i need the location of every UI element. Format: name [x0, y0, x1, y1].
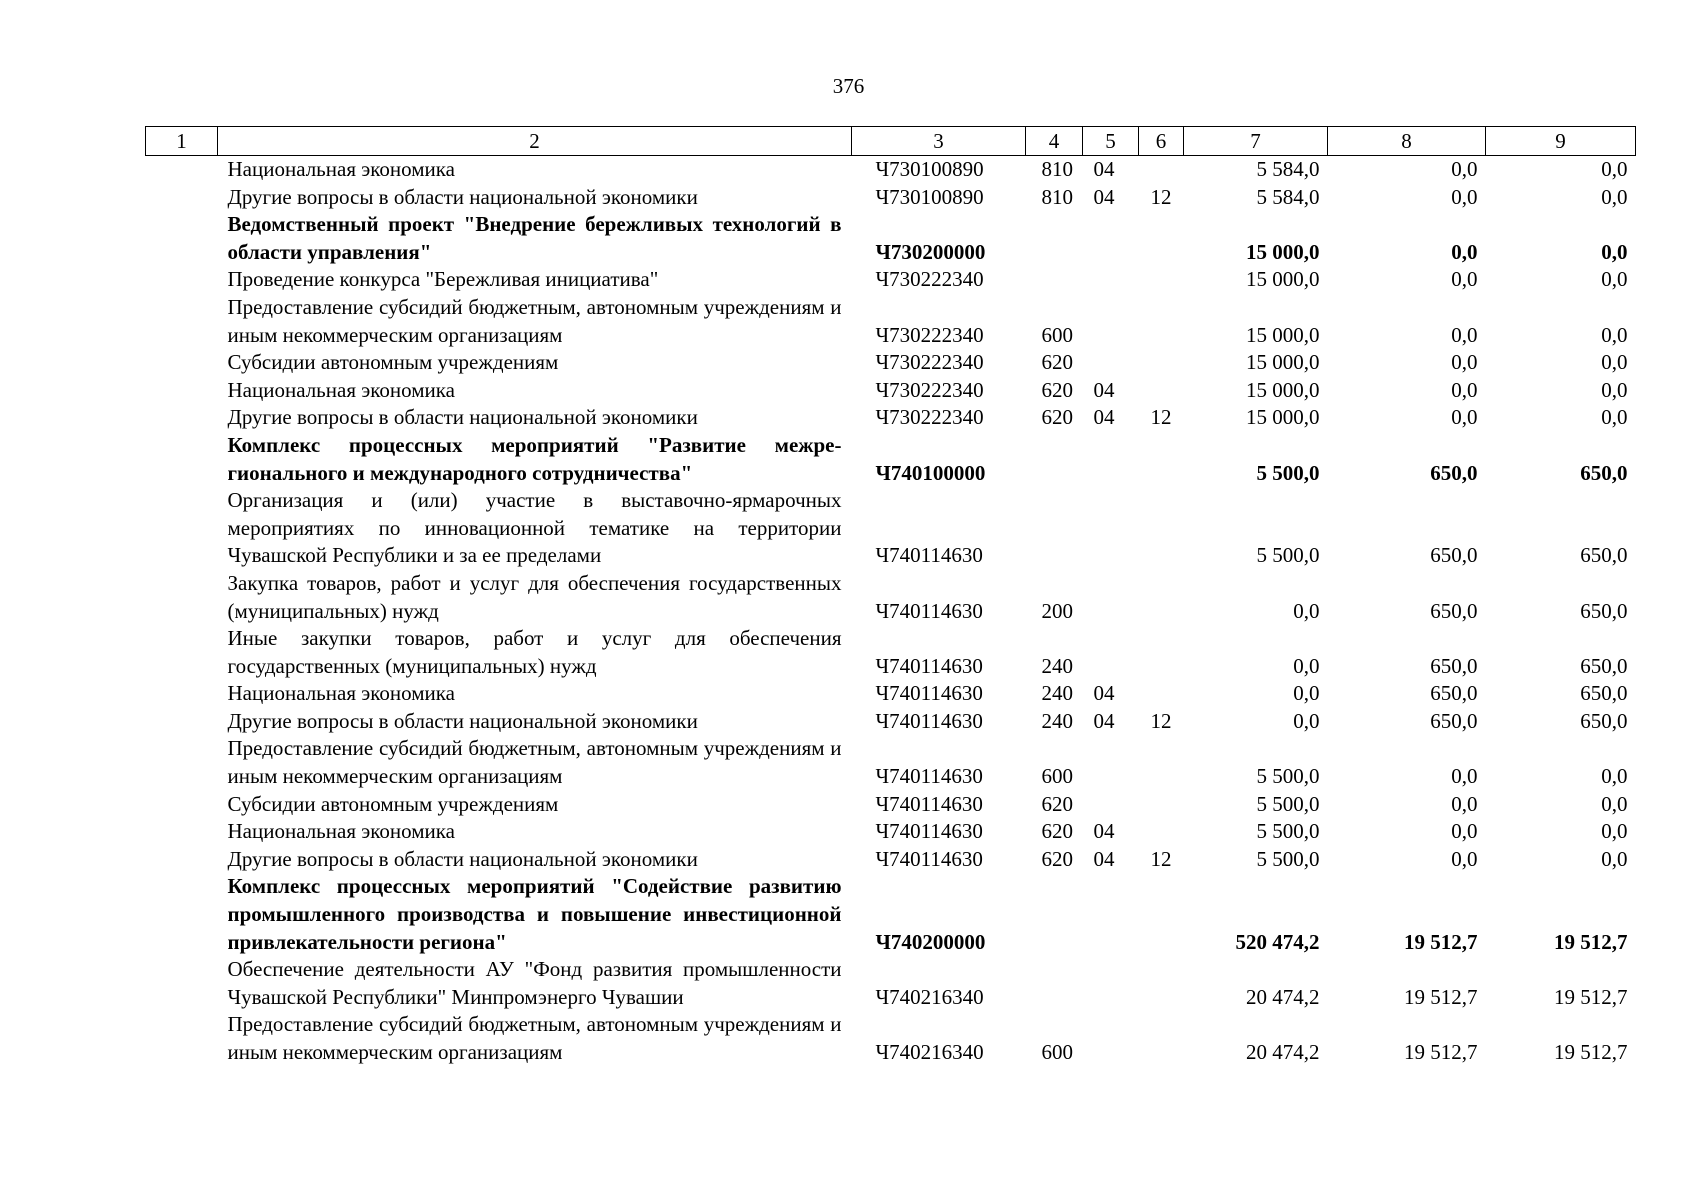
row-number-cell — [146, 487, 218, 570]
expense-type-cell: 600 — [1041, 1040, 1073, 1064]
table-row — [146, 735, 1636, 790]
amount-col8-cell: 19 512,7 — [1404, 1040, 1478, 1064]
name-cell: Предоставление субсидий бюджетным, автономным учреждениям и иным некоммерческим организациям — [227, 1012, 842, 1064]
table-row — [146, 432, 1636, 487]
section-cell: 04 — [1093, 846, 1115, 871]
amount-col8-cell: 0,0 — [1451, 322, 1478, 347]
subsection-cell — [1139, 487, 1184, 570]
amount-col7-cell: 15 000,0 — [1246, 267, 1320, 292]
table-row — [146, 211, 1636, 266]
subsection-cell — [1139, 680, 1184, 708]
section-cell — [1083, 791, 1139, 819]
amount-col7-cell: 5 500,0 — [1256, 846, 1320, 871]
target-code-cell: Ч740114630 — [875, 819, 983, 844]
amount-col7-cell: 15 000,0 — [1246, 239, 1320, 264]
table-row — [146, 156, 1636, 184]
subsection-cell — [1139, 873, 1184, 956]
target-code-cell: Ч740200000 — [875, 929, 986, 954]
amount-col8-cell: 0,0 — [1451, 764, 1478, 789]
subsection-cell — [1139, 156, 1184, 184]
table-row — [146, 404, 1636, 432]
target-code-cell: Ч740100000 — [875, 460, 986, 485]
amount-col8-cell: 0,0 — [1451, 791, 1478, 816]
row-number-cell — [146, 818, 218, 846]
name-cell: Другие вопросы в области национальной экономики — [227, 708, 698, 733]
row-number-cell — [146, 349, 218, 377]
section-cell: 04 — [1093, 377, 1115, 402]
header-cell: 3 — [852, 127, 1026, 156]
section-cell: 04 — [1093, 405, 1115, 430]
name-cell: Предоставление субсидий бюджетным, автономным учреждениям и иным некоммерческим организациям — [227, 294, 842, 347]
header-cell: 7 — [1184, 127, 1328, 156]
section-cell — [1083, 625, 1139, 680]
amount-col7-cell: 15 000,0 — [1246, 322, 1320, 347]
amount-col7-cell: 0,0 — [1293, 598, 1320, 623]
expense-type-cell — [1026, 956, 1083, 1011]
amount-col7-cell: 0,0 — [1293, 681, 1320, 706]
amount-col9-cell: 0,0 — [1601, 322, 1628, 347]
amount-col7-cell: 5 500,0 — [1256, 819, 1320, 844]
row-number-cell — [146, 708, 218, 736]
expense-type-cell: 200 — [1041, 598, 1073, 623]
amount-col8-cell: 650,0 — [1430, 598, 1478, 623]
header-cell: 4 — [1026, 127, 1083, 156]
amount-col9-cell: 0,0 — [1601, 819, 1628, 844]
amount-col8-cell: 19 512,7 — [1404, 984, 1478, 1009]
amount-col7-cell: 5 584,0 — [1256, 184, 1320, 209]
amount-col8-cell: 650,0 — [1430, 708, 1478, 733]
amount-col9-cell: 650,0 — [1580, 708, 1628, 733]
amount-col7-cell: 15 000,0 — [1246, 377, 1320, 402]
subsection-cell: 12 — [1150, 846, 1172, 871]
table-row — [146, 377, 1636, 405]
table-row — [146, 818, 1636, 846]
table-row — [146, 625, 1636, 680]
section-cell: 04 — [1093, 157, 1115, 181]
name-cell: Национальная экономика — [227, 819, 455, 844]
amount-col8-cell: 0,0 — [1451, 377, 1478, 402]
target-code-cell: Ч730222340 — [875, 267, 984, 292]
target-code-cell: Ч740114630 — [875, 846, 983, 871]
row-number-cell — [146, 873, 218, 956]
target-code-cell: Ч740216340 — [875, 1040, 984, 1064]
header-cell: 2 — [218, 127, 852, 156]
amount-col9-cell: 0,0 — [1601, 184, 1628, 209]
amount-col8-cell: 650,0 — [1430, 653, 1478, 678]
amount-col8-cell: 0,0 — [1451, 239, 1478, 264]
subsection-cell — [1139, 570, 1184, 625]
section-cell — [1083, 294, 1139, 349]
section-cell — [1083, 487, 1139, 570]
amount-col8-cell: 0,0 — [1451, 157, 1478, 181]
name-cell: Субсидии автономным учреждениям — [227, 791, 559, 816]
row-number-cell — [146, 846, 218, 874]
amount-col7-cell: 15 000,0 — [1246, 350, 1320, 375]
subsection-cell — [1139, 956, 1184, 1011]
subsection-cell — [1139, 377, 1184, 405]
row-number-cell — [146, 377, 218, 405]
section-cell — [1083, 349, 1139, 377]
amount-col9-cell: 0,0 — [1601, 350, 1628, 375]
row-number-cell — [146, 432, 218, 487]
amount-col7-cell: 15 000,0 — [1246, 405, 1320, 430]
target-code-cell: Ч730200000 — [875, 239, 986, 264]
target-code-cell: Ч730100890 — [875, 157, 984, 181]
amount-col8-cell: 0,0 — [1451, 267, 1478, 292]
row-number-cell — [146, 266, 218, 294]
row-number-cell — [146, 956, 218, 1011]
subsection-cell — [1139, 791, 1184, 819]
name-cell: Другие вопросы в области национальной экономики — [227, 846, 698, 871]
row-number-cell — [146, 156, 218, 184]
row-number-cell — [146, 791, 218, 819]
target-code-cell: Ч730222340 — [875, 405, 984, 430]
amount-col8-cell: 0,0 — [1451, 819, 1478, 844]
name-cell: Другие вопросы в области национальной экономики — [227, 405, 698, 430]
table-row — [146, 570, 1636, 625]
expense-type-cell — [1026, 873, 1083, 956]
amount-col7-cell: 5 500,0 — [1256, 543, 1320, 568]
amount-col9-cell: 650,0 — [1580, 543, 1628, 568]
name-cell: Комплекс процессных мероприятий "Развитие межрегионального и международного сотрудничества" — [227, 432, 842, 485]
section-cell — [1083, 432, 1139, 487]
subsection-cell: 12 — [1150, 708, 1172, 733]
expense-type-cell — [1026, 432, 1083, 487]
subsection-cell — [1139, 625, 1184, 680]
name-cell: Национальная экономика — [227, 377, 455, 402]
expense-type-cell: 620 — [1041, 377, 1073, 402]
amount-col9-cell: 0,0 — [1601, 157, 1628, 181]
expense-type-cell: 620 — [1041, 791, 1073, 816]
subsection-cell — [1139, 266, 1184, 294]
name-cell: Проведение конкурса "Бережливая инициатива" — [227, 267, 659, 292]
table-row — [146, 184, 1636, 212]
expense-type-cell: 620 — [1041, 846, 1073, 871]
amount-col7-cell: 5 584,0 — [1256, 157, 1320, 181]
table-row — [146, 791, 1636, 819]
amount-col7-cell: 520 474,2 — [1235, 929, 1320, 954]
expense-type-cell: 240 — [1041, 681, 1073, 706]
amount-col9-cell: 0,0 — [1601, 405, 1628, 430]
amount-col8-cell: 650,0 — [1430, 460, 1478, 485]
amount-col9-cell: 650,0 — [1580, 460, 1628, 485]
expense-type-cell: 240 — [1041, 708, 1073, 733]
name-cell: Другие вопросы в области национальной экономики — [227, 184, 698, 209]
amount-col7-cell: 5 500,0 — [1256, 764, 1320, 789]
row-number-cell — [146, 211, 218, 266]
table-row — [146, 680, 1636, 708]
target-code-cell: Ч740114630 — [875, 681, 983, 706]
subsection-cell — [1139, 294, 1184, 349]
expense-type-cell — [1026, 266, 1083, 294]
row-number-cell — [146, 680, 218, 708]
expense-type-cell: 600 — [1041, 322, 1073, 347]
subsection-cell — [1139, 1011, 1184, 1066]
amount-col9-cell: 0,0 — [1601, 764, 1628, 789]
header-cell: 1 — [146, 127, 218, 156]
amount-col9-cell: 19 512,7 — [1554, 929, 1628, 954]
budget-table — [145, 126, 1636, 1067]
section-cell — [1083, 570, 1139, 625]
amount-col8-cell: 0,0 — [1451, 405, 1478, 430]
subsection-cell — [1139, 432, 1184, 487]
target-code-cell: Ч740114630 — [875, 791, 983, 816]
section-cell — [1083, 735, 1139, 790]
header-cell: 6 — [1139, 127, 1184, 156]
expense-type-cell: 620 — [1041, 350, 1073, 375]
subsection-cell — [1139, 349, 1184, 377]
name-cell: Организация и (или) участие в выставочно-ярмарочных мероприятиях по инновационной тематике на территории Чувашской Республики и за ее пределами — [227, 488, 842, 568]
name-cell: Ведомственный проект "Внедрение бережливых технологий в области управления" — [227, 212, 842, 264]
target-code-cell: Ч730222340 — [875, 377, 984, 402]
section-cell: 04 — [1093, 184, 1115, 209]
name-cell: Комплекс процессных мероприятий "Содействие развитию промышленного производства и повышение инвестиционной привлекательности региона" — [227, 874, 842, 954]
name-cell: Национальная экономика — [227, 157, 455, 181]
amount-col9-cell: 650,0 — [1580, 681, 1628, 706]
amount-col8-cell: 0,0 — [1451, 846, 1478, 871]
header-cell: 5 — [1083, 127, 1139, 156]
row-number-cell — [146, 1011, 218, 1066]
name-cell: Предоставление субсидий бюджетным, автономным учреждениям и иным некоммерческим организациям — [227, 736, 842, 789]
amount-col8-cell: 650,0 — [1430, 543, 1478, 568]
target-code-cell: Ч730222340 — [875, 350, 984, 375]
table-body — [146, 156, 1636, 1067]
table-row — [146, 349, 1636, 377]
name-cell: Закупка товаров, работ и услуг для обеспечения государственных (муниципальных) нужд — [227, 570, 842, 623]
amount-col8-cell: 0,0 — [1451, 184, 1478, 209]
table-row — [146, 873, 1636, 956]
section-cell: 04 — [1093, 681, 1115, 706]
expense-type-cell: 240 — [1041, 653, 1073, 678]
target-code-cell: Ч740114630 — [875, 764, 983, 789]
amount-col8-cell: 0,0 — [1451, 350, 1478, 375]
subsection-cell — [1139, 818, 1184, 846]
table-row — [146, 1011, 1636, 1066]
target-code-cell: Ч740114630 — [875, 598, 983, 623]
row-number-cell — [146, 184, 218, 212]
amount-col9-cell: 19 512,7 — [1554, 984, 1628, 1009]
amount-col9-cell: 0,0 — [1601, 791, 1628, 816]
table-row — [146, 294, 1636, 349]
name-cell: Обеспечение деятельности АУ "Фонд развития промышленности Чувашской Республики" Минпромэнерго Чувашии — [227, 957, 842, 1009]
amount-col8-cell: 19 512,7 — [1404, 929, 1478, 954]
amount-col9-cell: 0,0 — [1601, 267, 1628, 292]
expense-type-cell — [1026, 211, 1083, 266]
target-code-cell: Ч740114630 — [875, 653, 983, 678]
section-cell — [1083, 956, 1139, 1011]
amount-col7-cell: 0,0 — [1293, 653, 1320, 678]
amount-col9-cell: 0,0 — [1601, 377, 1628, 402]
amount-col7-cell: 20 474,2 — [1246, 984, 1320, 1009]
table-row — [146, 266, 1636, 294]
amount-col7-cell: 0,0 — [1293, 708, 1320, 733]
row-number-cell — [146, 735, 218, 790]
name-cell: Субсидии автономным учреждениям — [227, 350, 559, 375]
amount-col9-cell: 0,0 — [1601, 239, 1628, 264]
table-row — [146, 487, 1636, 570]
section-cell — [1083, 211, 1139, 266]
subsection-cell: 12 — [1150, 405, 1172, 430]
row-number-cell — [146, 625, 218, 680]
table-row — [146, 846, 1636, 874]
expense-type-cell: 620 — [1041, 819, 1073, 844]
section-cell: 04 — [1093, 819, 1115, 844]
amount-col9-cell: 19 512,7 — [1554, 1040, 1628, 1064]
amount-col9-cell: 0,0 — [1601, 846, 1628, 871]
header-cell: 9 — [1486, 127, 1636, 156]
page-number: 376 — [832, 74, 865, 98]
amount-col9-cell: 650,0 — [1580, 598, 1628, 623]
row-number-cell — [146, 294, 218, 349]
section-cell: 04 — [1093, 708, 1115, 733]
subsection-cell: 12 — [1150, 184, 1172, 209]
row-number-cell — [146, 404, 218, 432]
table-row — [146, 708, 1636, 736]
name-cell: Национальная экономика — [227, 681, 455, 706]
section-cell — [1083, 873, 1139, 956]
amount-col7-cell: 5 500,0 — [1256, 791, 1320, 816]
expense-type-cell: 810 — [1041, 157, 1073, 181]
target-code-cell: Ч740216340 — [875, 984, 984, 1009]
target-code-cell: Ч730222340 — [875, 322, 984, 347]
expense-type-cell — [1026, 487, 1083, 570]
expense-type-cell: 620 — [1041, 405, 1073, 430]
subsection-cell — [1139, 211, 1184, 266]
name-cell: Иные закупки товаров, работ и услуг для обеспечения государственных (муниципальных) нужд — [227, 626, 842, 678]
target-code-cell: Ч730100890 — [875, 184, 984, 209]
row-number-cell — [146, 570, 218, 625]
expense-type-cell: 600 — [1041, 764, 1073, 789]
target-code-cell: Ч740114630 — [875, 708, 983, 733]
section-cell — [1083, 1011, 1139, 1066]
amount-col8-cell: 650,0 — [1430, 681, 1478, 706]
amount-col7-cell: 5 500,0 — [1256, 460, 1320, 485]
header-cell: 8 — [1328, 127, 1486, 156]
header-row — [146, 127, 1636, 156]
table-row — [146, 956, 1636, 1011]
subsection-cell — [1139, 735, 1184, 790]
target-code-cell: Ч740114630 — [875, 543, 983, 568]
amount-col7-cell: 20 474,2 — [1246, 1040, 1320, 1064]
expense-type-cell: 810 — [1041, 184, 1073, 209]
section-cell — [1083, 266, 1139, 294]
amount-col9-cell: 650,0 — [1580, 653, 1628, 678]
